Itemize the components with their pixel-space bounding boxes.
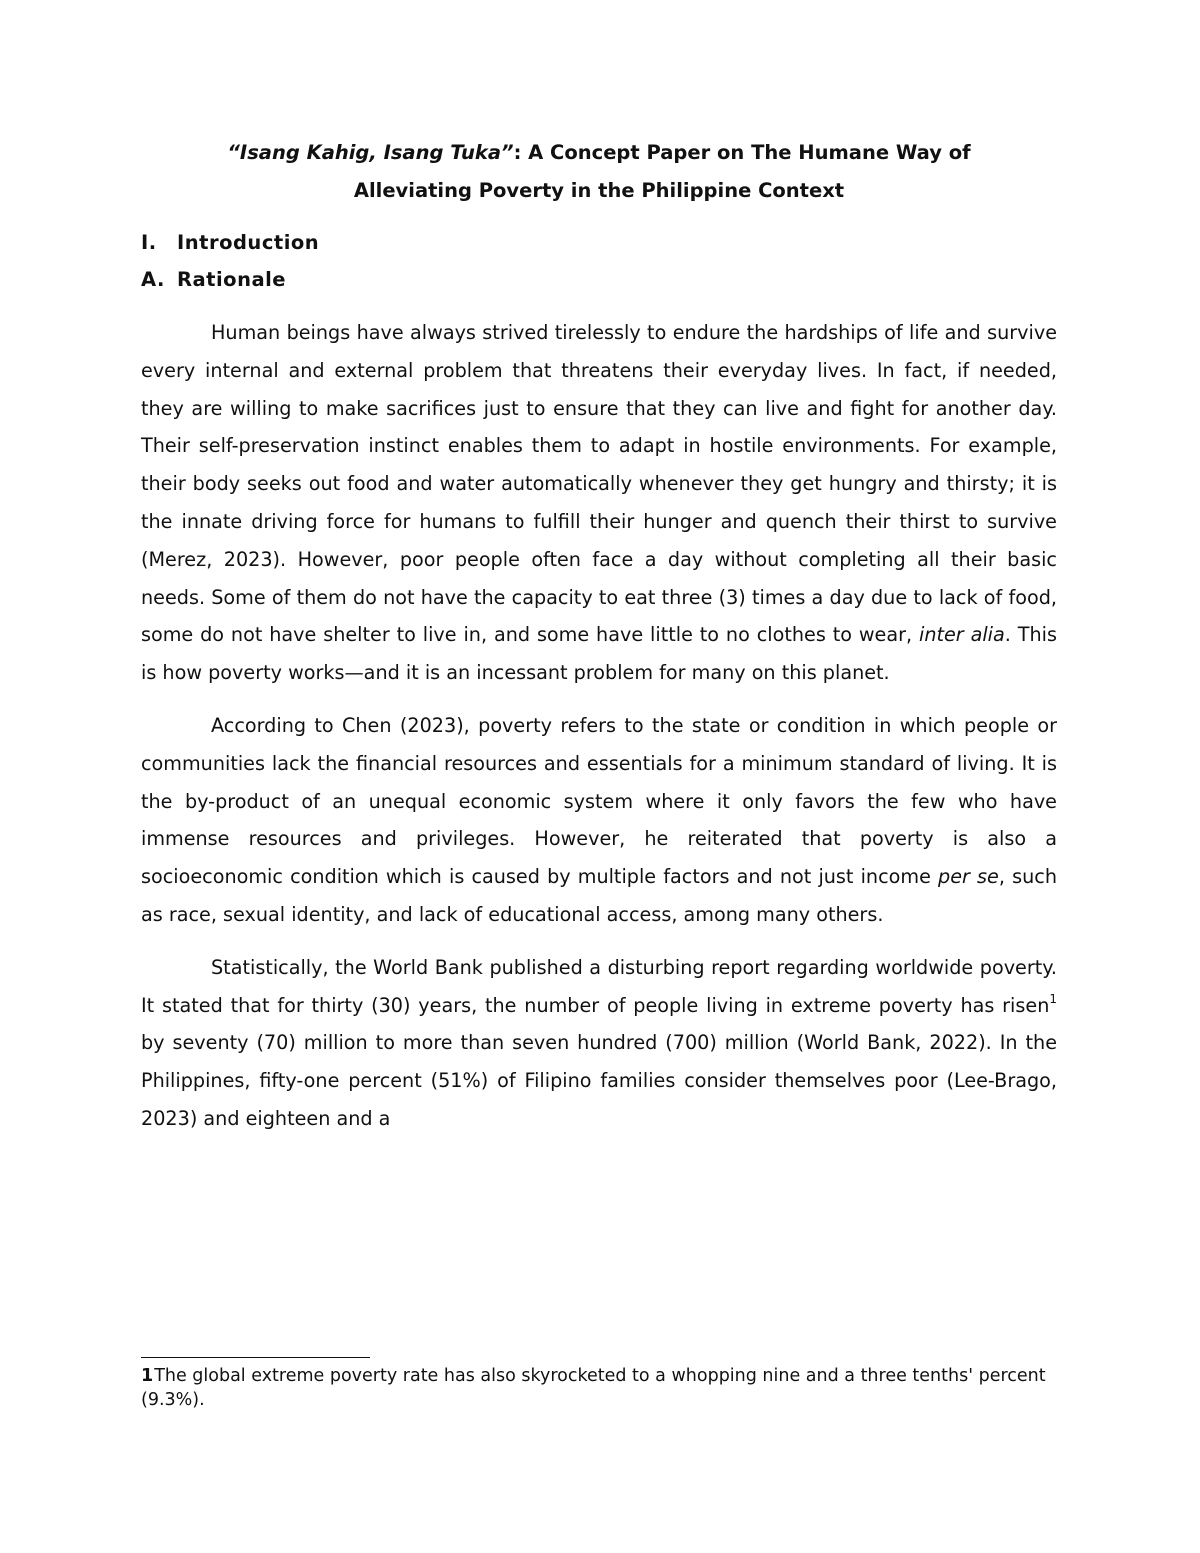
footnote-reference: 1: [1049, 992, 1057, 1007]
section-headings: [141, 224, 1057, 298]
paragraph-1-text-b: . This is how poverty works—and it is an incessant problem for many on this planet.: [141, 623, 1057, 685]
footnote-1: [141, 1364, 1057, 1412]
paragraph-2-text-a: According to Chen (2023), poverty refers to the state or condition in which people or communities lack the financial resources and essentials for a minimum standard of living. It is the by-product of an unequal economic system where it only favors the few who have immense resources and privileges. However, he reiterated that poverty is also a socioeconomic condition which is caused by multiple factors and not just income: [141, 713, 1057, 889]
document-body: [141, 134, 1057, 1138]
heading-text: Introduction: [177, 231, 320, 254]
heading-introduction: [141, 224, 1057, 261]
paragraph-2: [141, 707, 1057, 934]
paragraph-1-italic: inter alia: [918, 623, 1005, 647]
title-line2: Alleviating Poverty in the Philippine Context: [353, 179, 845, 202]
paragraph-2-text-b: , such as race, sexual identity, and lack of educational access, among many others.: [141, 865, 1057, 926]
paragraph-3-text-b: by seventy (70) million to more than seven hundred (700) million (World Bank, 2022). In the Philippines, fifty-one percent (51%) of Filipino families consider themselves poor (Lee-Brago, 2023) and eighteen and a: [141, 1031, 1057, 1130]
document-title: [141, 134, 1057, 210]
heading-number: A.: [141, 268, 165, 291]
heading-text: Rationale: [177, 268, 287, 291]
heading-number: I.: [141, 231, 157, 254]
footnote-area: [141, 1357, 1057, 1412]
paragraph-1-text-a: Human beings have always strived tirelessly to endure the hardships of life and survive every internal and external problem that threatens their everyday lives. In fact, if needed, they are willing to make sacrifices just to ensure that they can live and fight for another day. Their self-preservation instinct enables them to adapt in hostile environments. For example, their body seeks out food and water automatically whenever they get hungry and thirsty; it is the innate driving force for humans to fulfill their hunger and quench their thirst to survive (Merez, 2023). However, poor people often face a day without completing all their basic needs. Some of them do not have the capacity to eat three (3) times a day due to lack of food, some do not have shelter to live in, and some have little to no clothes to wear,: [141, 321, 1057, 647]
footnote-number: 1: [141, 1366, 154, 1386]
footnote-separator: [141, 1357, 370, 1358]
paragraph-3: [141, 949, 1057, 1138]
title-line1-rest: : A Concept Paper on The Humane Way of: [513, 141, 971, 164]
heading-rationale: [141, 261, 1057, 298]
paragraph-1: [141, 314, 1057, 692]
paragraph-2-italic: per se: [938, 865, 999, 889]
paragraph-3-text-a: Statistically, the World Bank published a disturbing report regarding worldwide poverty. It stated that for thirty (30) years, the number of people living in extreme poverty has risen: [141, 955, 1057, 1017]
footnote-text: The global extreme poverty rate has also skyrocketed to a whopping nine and a three tenths' percent (9.3%).: [141, 1366, 1046, 1410]
title-italic-part: “Isang Kahig, Isang Tuka”: [227, 141, 514, 164]
